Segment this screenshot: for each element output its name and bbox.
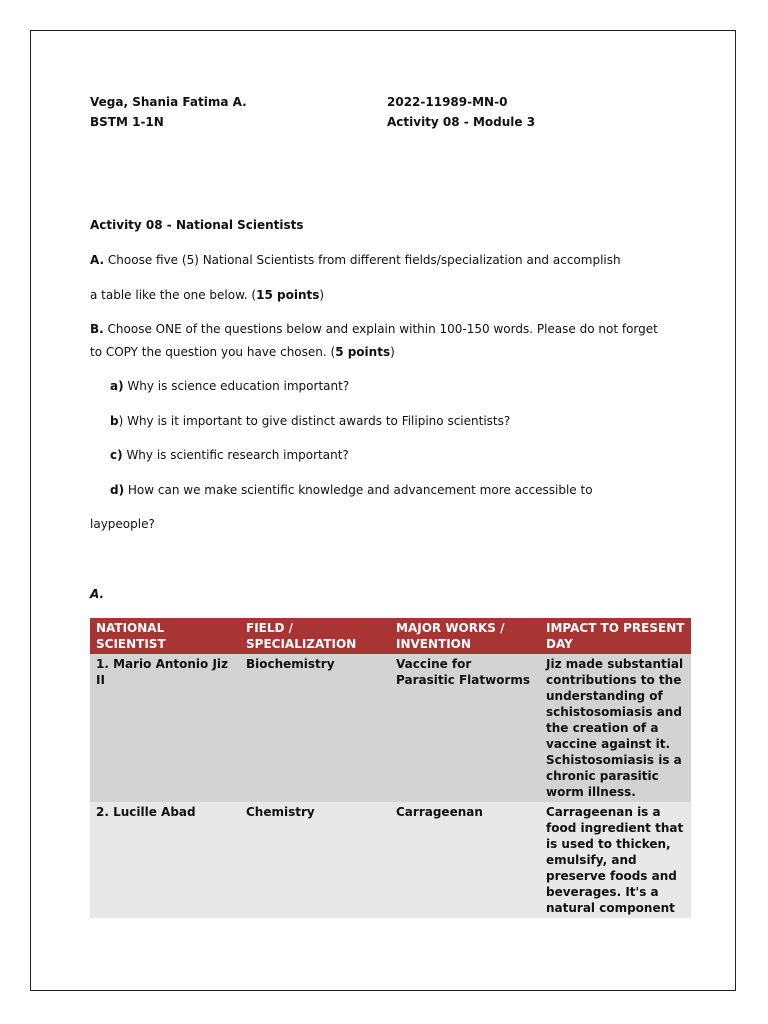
cell-impact: Carrageenan is a food ingredient that is used to thicken, emulsify, and preserve foods and beverages. It's a natural component — [540, 802, 691, 918]
instruction-a-line2 — [90, 287, 324, 303]
question-a-text: Why is science education important? — [127, 379, 350, 393]
question-c-label: c) — [110, 448, 123, 462]
question-a-label: a) — [110, 379, 124, 393]
question-b — [110, 413, 510, 429]
cell-scientist: 1. Mario Antonio Jiz II — [90, 654, 240, 802]
instruction-b-close: ) — [390, 345, 395, 359]
cell-works: Carrageenan — [390, 802, 540, 918]
instruction-a-close: ) — [319, 288, 325, 302]
instruction-b-line2 — [90, 344, 395, 360]
question-d-label: d) — [110, 483, 125, 497]
header-impact: IMPACT TO PRESENT DAY — [540, 618, 691, 654]
activity-module: Activity 08 - Module 3 — [387, 115, 536, 129]
instruction-a-label: A. — [90, 253, 105, 267]
cell-scientist: 2. Lucille Abad — [90, 802, 240, 918]
question-d-text: How can we make scientific knowledge and advancement more accessible to — [127, 483, 593, 497]
cell-field: Biochemistry — [240, 654, 390, 802]
instruction-a-text2: a table like the one below. ( — [90, 288, 257, 302]
question-c-text: Why is scientific research important? — [126, 448, 349, 462]
instruction-b-text: Choose ONE of the questions below and explain within 100-150 words. Please do not forget — [107, 322, 658, 336]
instruction-a-text: Choose five (5) National Scientists from different fields/specialization and accomplish — [107, 253, 621, 267]
question-d — [110, 482, 593, 498]
instruction-b-label: B. — [90, 322, 104, 336]
instruction-b-text2: to COPY the question you have chosen. ( — [90, 345, 336, 359]
student-id: 2022-11989-MN-0 — [387, 95, 508, 109]
table-row — [90, 802, 691, 918]
document-header — [90, 94, 694, 130]
cell-works: Vaccine for Parasitic Flatworms — [390, 654, 540, 802]
student-section: BSTM 1-1N — [90, 115, 164, 129]
instruction-b-points: 5 points — [335, 345, 391, 359]
section-a-label: A. — [90, 587, 105, 601]
header-field: FIELD / SPECIALIZATION — [240, 618, 390, 654]
question-b-label: b — [110, 414, 119, 428]
student-name: Vega, Shania Fatima A. — [90, 95, 247, 109]
document-page — [30, 30, 736, 991]
table-row — [90, 654, 691, 802]
question-c — [110, 447, 349, 463]
header-major-works: MAJOR WORKS / INVENTION — [390, 618, 540, 654]
instruction-a-points: 15 points — [256, 288, 320, 302]
instruction-a-line1 — [90, 252, 621, 268]
table-header-row — [90, 618, 691, 654]
question-a — [110, 378, 349, 394]
cell-field: Chemistry — [240, 802, 390, 918]
header-national-scientist: NATIONAL SCIENTIST — [90, 618, 240, 654]
instruction-b-line1 — [90, 321, 658, 337]
scientists-table — [90, 618, 691, 918]
question-d-continuation: laypeople? — [90, 517, 155, 531]
cell-impact: Jiz made substantial contributions to the understanding of schistosomiasis and the creation of a vaccine against it. Schistosomiasis is a chronic parasitic worm illness. — [540, 654, 691, 802]
document-content — [90, 94, 694, 915]
activity-title: Activity 08 - National Scientists — [90, 218, 304, 232]
question-b-text: ) Why is it important to give distinct awards to Filipino scientists? — [118, 414, 511, 428]
